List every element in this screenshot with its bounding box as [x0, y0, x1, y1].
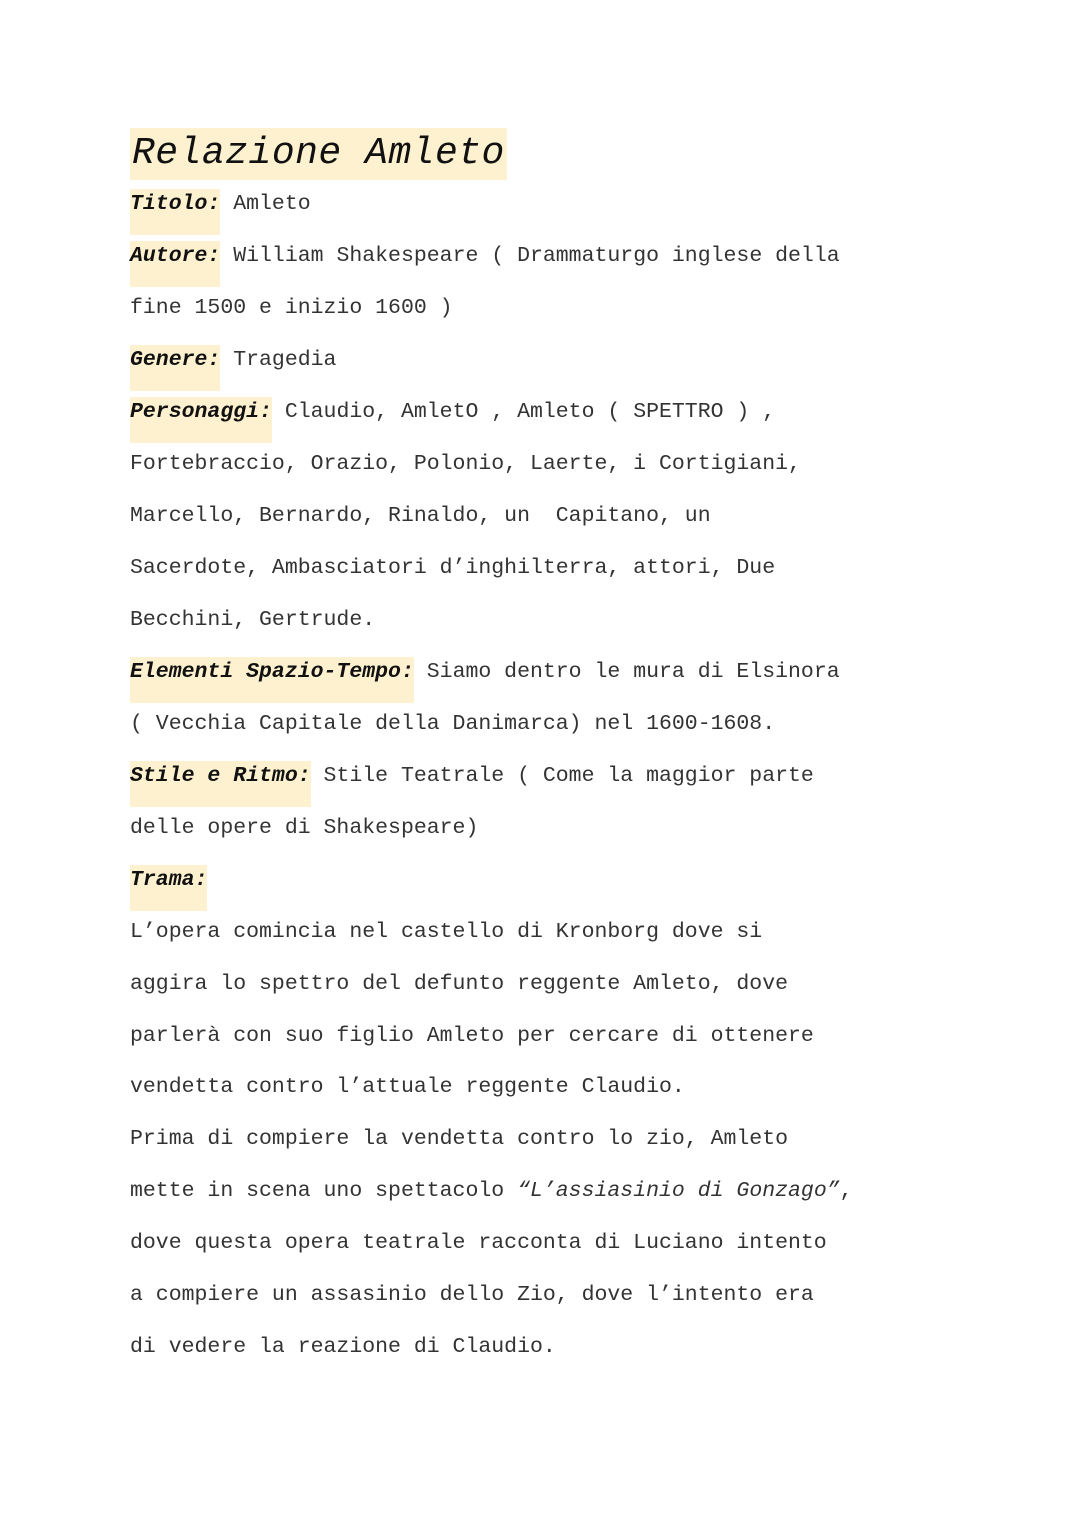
- personaggi-value: Claudio, AmletO , Amleto ( SPETTRO ) ,: [271, 400, 776, 424]
- trama-line-5: Prima di compiere la vendetta contro lo zio, Amleto: [130, 1127, 789, 1151]
- play-within-play-title: “L’assiasinio di Gonzago”: [517, 1179, 840, 1203]
- trama-line-6: [130, 1176, 853, 1206]
- personaggi-label: Personaggi:: [130, 397, 272, 443]
- trama-line-3: parlerà con suo figlio Amleto per cercare di ottenere: [130, 1024, 814, 1048]
- titolo-label: Titolo:: [130, 189, 220, 235]
- genere-row: [130, 345, 336, 375]
- trama-label: Trama:: [130, 865, 207, 911]
- trama-line-6-comma: ,: [839, 1179, 853, 1203]
- spazio-tempo-row: [130, 657, 840, 687]
- trama-line-6-text: mette in scena uno spettacolo: [130, 1179, 518, 1203]
- stile-value: Stile Teatrale ( Come la maggior parte: [310, 764, 814, 788]
- personaggi-row: [130, 397, 775, 427]
- stile-line-2: delle opere di Shakespeare): [130, 816, 479, 840]
- trama-line-9: di vedere la reazione di Claudio.: [130, 1335, 556, 1359]
- personaggi-line-4: Sacerdote, Ambasciatori d’inghilterra, attori, Due: [130, 556, 776, 580]
- autore-value-continued: fine 1500 e inizio 1600 ): [130, 296, 453, 320]
- titolo-row: [130, 189, 311, 219]
- title-highlight: [130, 128, 507, 180]
- trama-line-1: L’opera comincia nel castello di Kronborg dove si: [130, 920, 763, 944]
- stile-row: [130, 761, 814, 791]
- personaggi-line-5: Becchini, Gertrude.: [130, 608, 376, 632]
- spazio-tempo-line-2: ( Vecchia Capitale della Danimarca) nel 1600-1608.: [130, 712, 776, 736]
- spazio-tempo-value: Siamo dentro le mura di Elsinora: [413, 660, 840, 684]
- autore-label: Autore:: [130, 241, 220, 287]
- personaggi-line-3: Marcello, Bernardo, Rinaldo, un Capitano, un: [130, 504, 711, 528]
- spazio-tempo-label: Elementi Spazio-Tempo:: [130, 657, 414, 703]
- personaggi-line-2: Fortebraccio, Orazio, Polonio, Laerte, i Cortigiani,: [130, 452, 801, 476]
- titolo-value: Amleto: [220, 192, 311, 216]
- genere-value: Tragedia: [220, 348, 337, 372]
- autore-row: [130, 241, 840, 271]
- page-title: Relazione Amleto: [132, 132, 505, 175]
- trama-line-7: dove questa opera teatrale racconta di Luciano intento: [130, 1231, 827, 1255]
- stile-label: Stile e Ritmo:: [130, 761, 311, 807]
- genere-label: Genere:: [130, 345, 220, 391]
- trama-line-8: a compiere un assasinio dello Zio, dove l’intento era: [130, 1283, 814, 1307]
- trama-line-2: aggira lo spettro del defunto reggente Amleto, dove: [130, 972, 789, 996]
- trama-line-4: vendetta contro l’attuale reggente Claudio.: [130, 1075, 685, 1099]
- autore-value: William Shakespeare ( Drammaturgo inglese della: [220, 244, 840, 268]
- trama-row: [130, 865, 207, 895]
